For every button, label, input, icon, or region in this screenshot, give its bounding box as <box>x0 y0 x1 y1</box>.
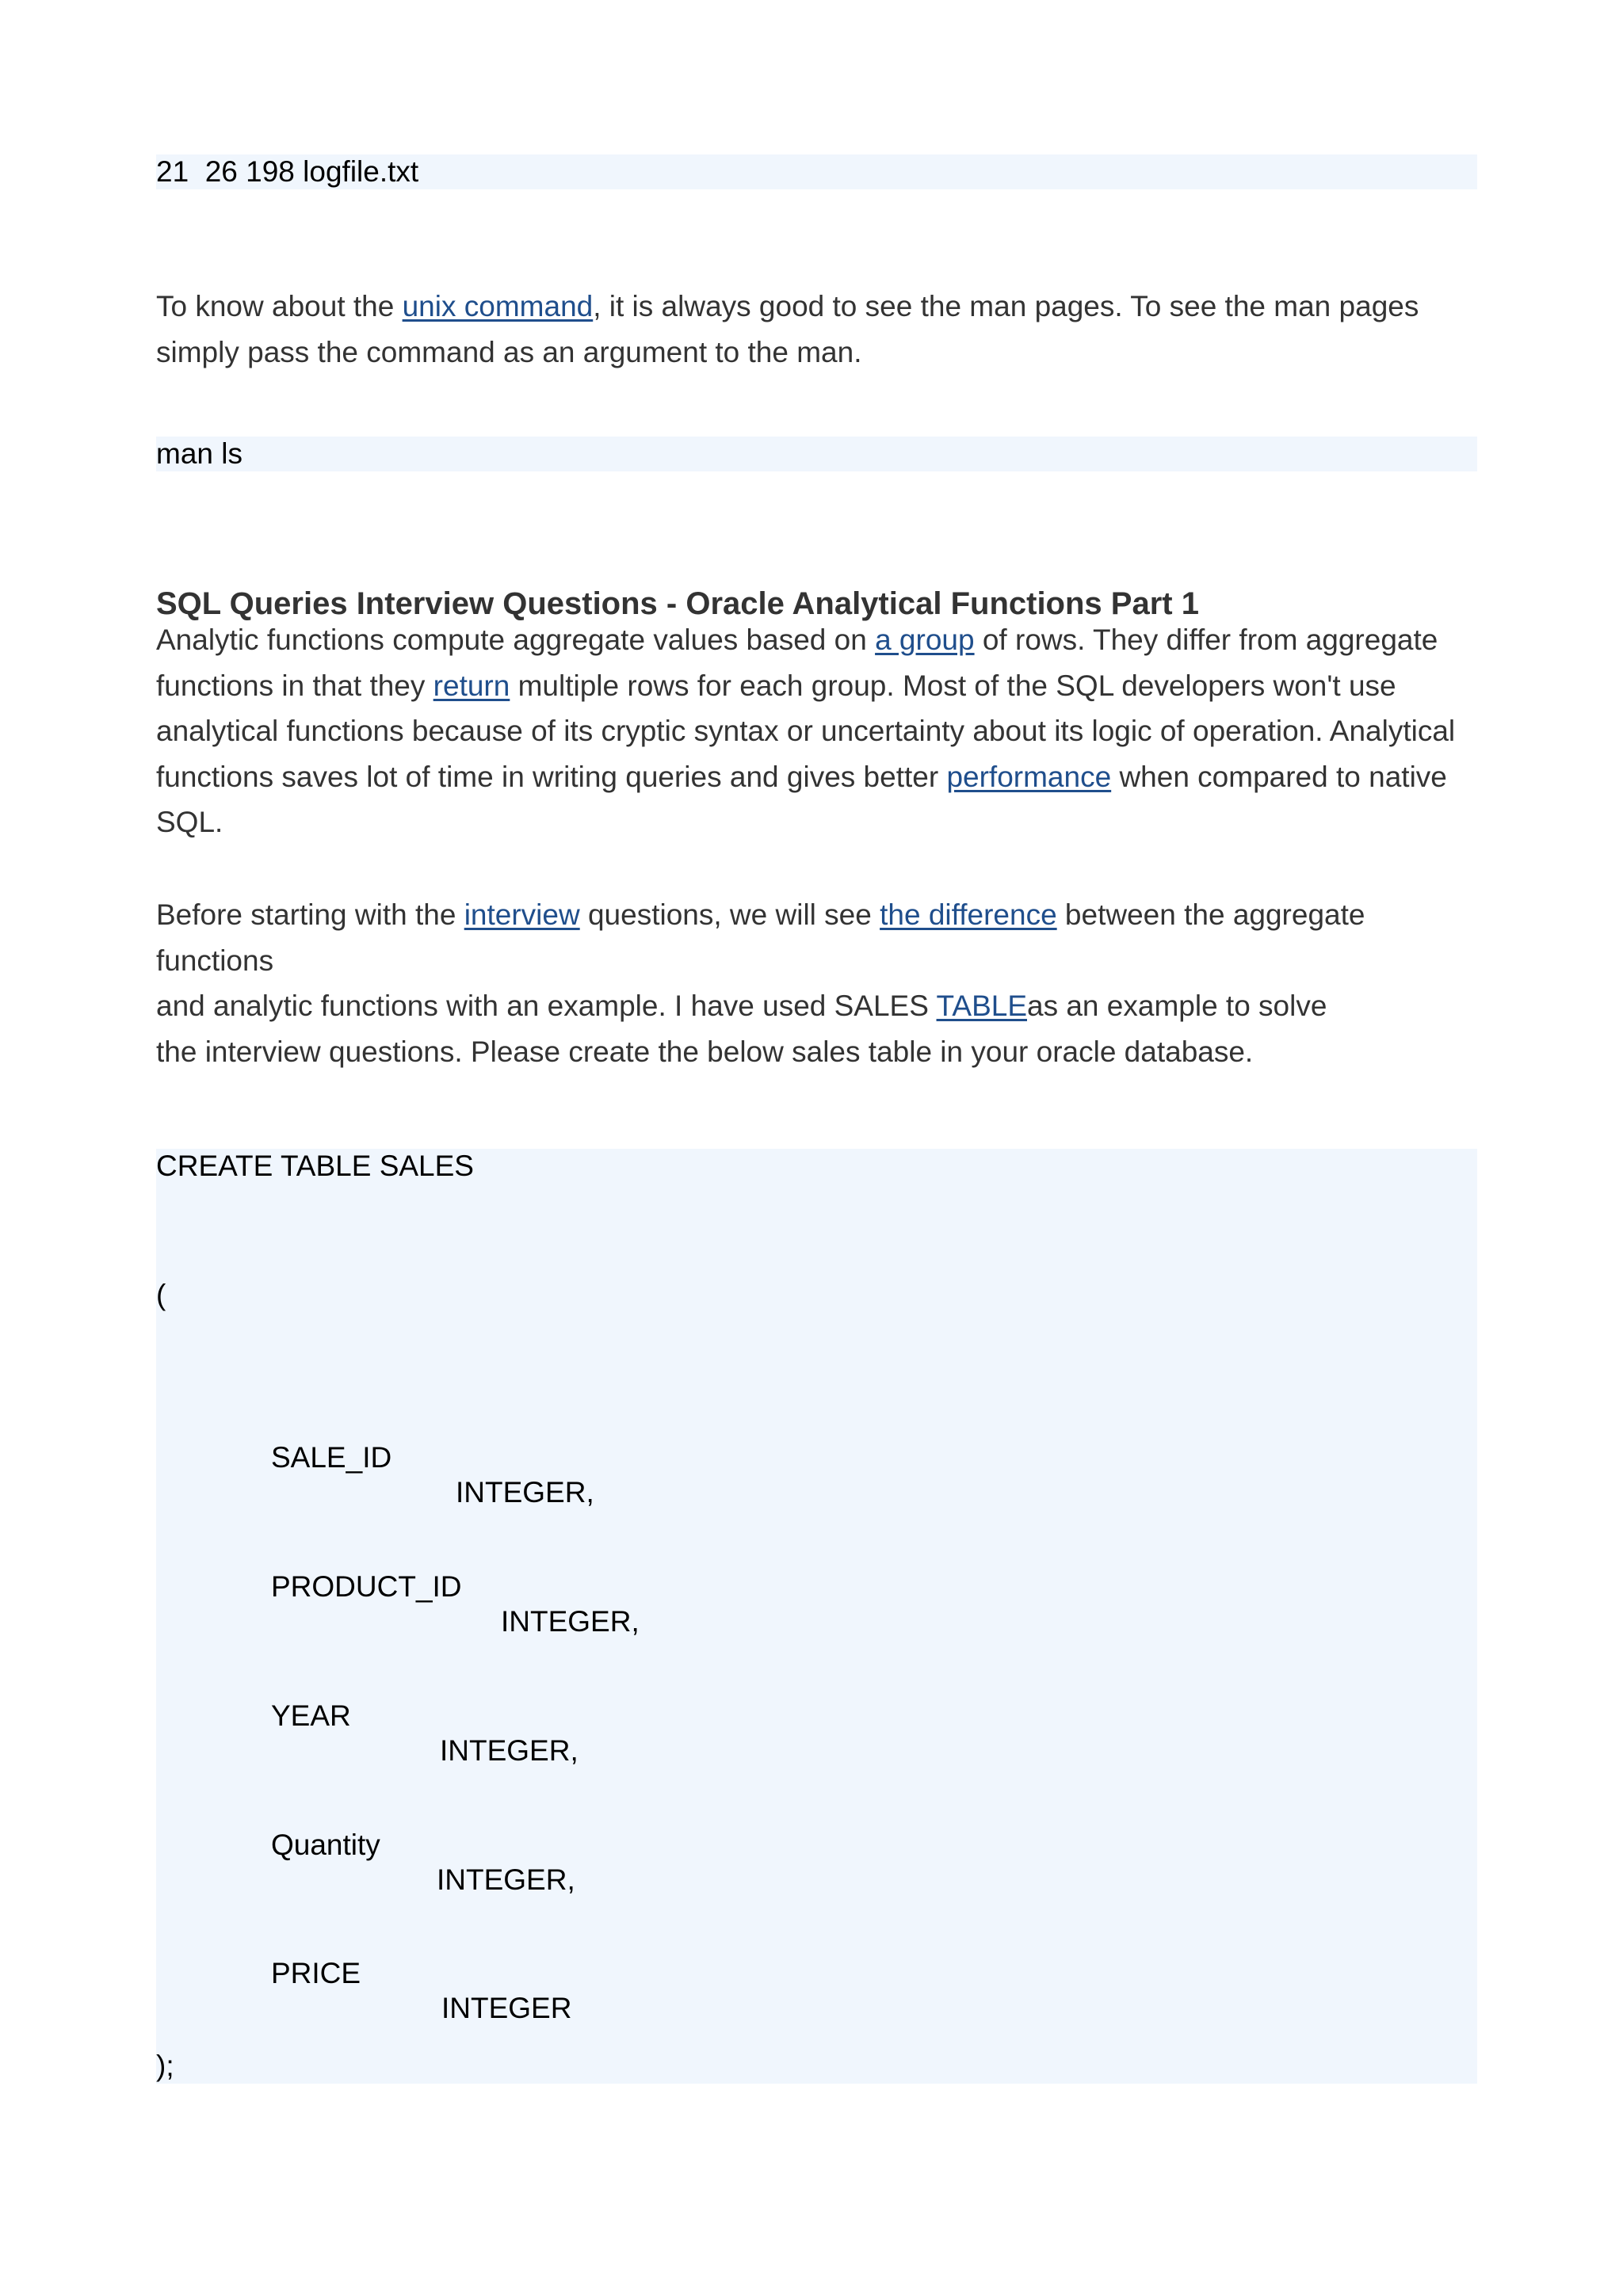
link-table[interactable]: TABLE <box>936 990 1027 1022</box>
code-line: 21 26 198 logfile.txt <box>156 155 419 188</box>
link-a-group[interactable]: a group <box>875 624 975 656</box>
sql-column-row <box>156 1535 1477 1674</box>
column-name: PRODUCT_ID <box>271 1570 462 1603</box>
link-the-difference[interactable]: the difference <box>880 898 1057 931</box>
column-type: INTEGER, <box>437 1863 575 1896</box>
sql-open-paren: ( <box>156 1279 166 1311</box>
column-type: INTEGER, <box>456 1476 594 1508</box>
sql-close-paren: ); <box>156 2050 174 2082</box>
column-type: INTEGER, <box>440 1734 579 1767</box>
sql-column-row <box>156 1664 1477 1803</box>
paragraph-before-starting <box>156 892 1477 1074</box>
sql-column-row <box>156 1405 1477 1545</box>
code-line: man ls <box>156 437 242 470</box>
text-line: the interview questions. Please create the below sales table in your oracle database. <box>156 1035 1254 1068</box>
text-line: functions saves lot of time in writing queries and gives better performance when compared to native <box>156 760 1447 793</box>
text-line: Analytic functions compute aggregate values based on a group of rows. They differ from aggregate <box>156 624 1438 656</box>
column-name: YEAR <box>271 1699 351 1732</box>
link-interview[interactable]: interview <box>464 898 580 931</box>
column-name: SALE_ID <box>271 1441 392 1474</box>
link-unix-command[interactable]: unix command <box>402 290 594 322</box>
text-line: Before starting with the interview questions, we will see the difference between the aggregate functions <box>156 898 1365 977</box>
column-type: INTEGER <box>441 1992 572 2024</box>
text-line: analytical functions because of its cryptic syntax or uncertainty about its logic of operation. Analytical <box>156 715 1456 747</box>
paragraph-analytic-functions <box>156 617 1477 845</box>
text-line: and analytic functions with an example. I have used SALES TABLEas an example to solve <box>156 990 1327 1022</box>
column-type: INTEGER, <box>501 1605 640 1638</box>
code-block-create-table <box>156 1149 1477 2084</box>
link-performance[interactable]: performance <box>946 760 1112 793</box>
column-name: Quantity <box>271 1829 380 1861</box>
column-name: PRICE <box>271 1957 361 1989</box>
sql-create-table-line: CREATE TABLE SALES <box>156 1150 474 1182</box>
code-block-man-ls <box>156 437 1477 471</box>
code-block-wc-output <box>156 154 1477 189</box>
text-line: functions in that they return multiple rows for each group. Most of the SQL developers won't use <box>156 669 1396 702</box>
sql-column-row <box>156 1921 1477 2061</box>
text-line: SQL. <box>156 806 223 838</box>
text-line: To know about the unix command, it is always good to see the man pages. To see the man pages <box>156 290 1419 322</box>
link-return[interactable]: return <box>433 669 510 702</box>
sql-column-row <box>156 1793 1477 1932</box>
text-line: simply pass the command as an argument to the man. <box>156 335 862 368</box>
section-heading: SQL Queries Interview Questions - Oracle Analytical Functions Part 1 <box>156 586 1199 621</box>
paragraph-man-pages <box>156 284 1477 375</box>
